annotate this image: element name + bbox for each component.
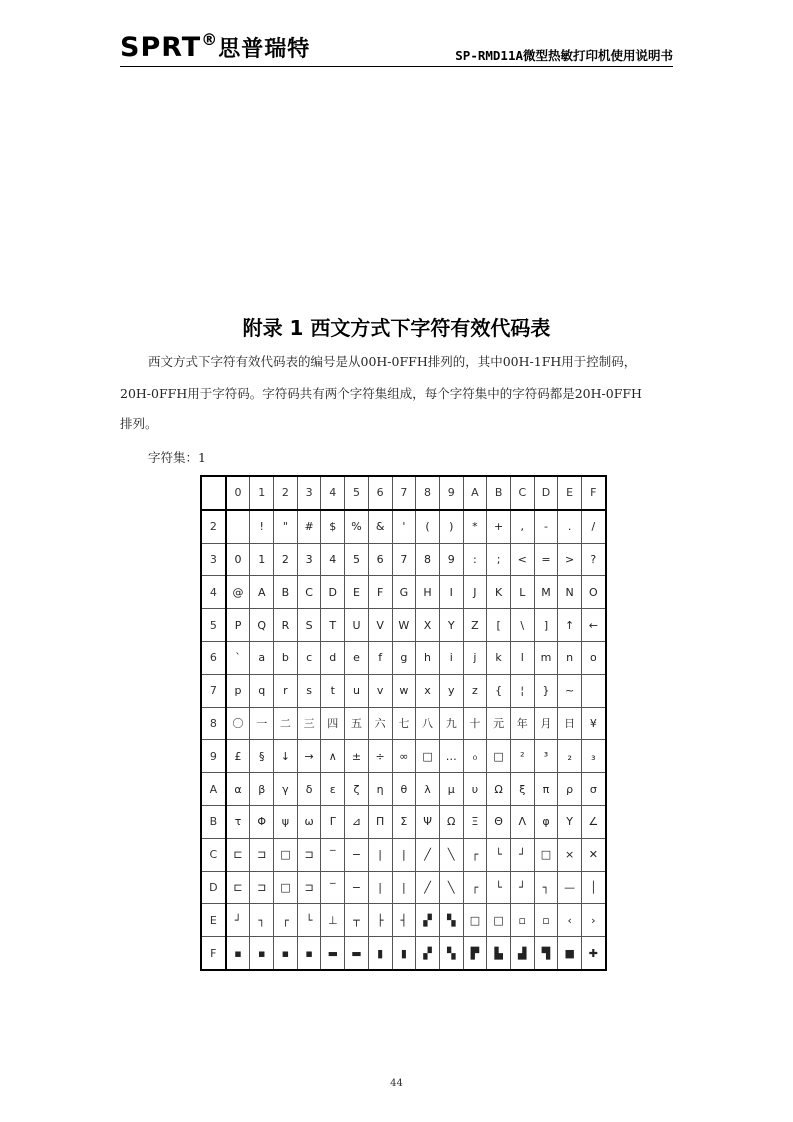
code-cell: γ (274, 773, 298, 806)
code-cell: ╲ (439, 838, 463, 871)
code-cell: Φ (250, 805, 274, 838)
table-header-row (201, 476, 606, 510)
code-cell: 8 (416, 543, 440, 576)
code-cell: [ (487, 609, 511, 642)
code-cell: ✚ (582, 937, 606, 970)
row-header: E (201, 904, 226, 937)
code-cell: ↑ (558, 609, 582, 642)
code-cell: ╱ (416, 871, 440, 904)
code-cell: ▚ (439, 937, 463, 970)
code-cell: u (345, 674, 369, 707)
table-row (201, 510, 606, 543)
code-cell: ∠ (582, 805, 606, 838)
code-cell: ₂ (558, 740, 582, 773)
character-code-table (200, 475, 607, 971)
column-header: 3 (297, 476, 321, 510)
code-cell: " (274, 510, 298, 543)
code-cell: Q (250, 609, 274, 642)
code-cell: 3 (297, 543, 321, 576)
code-cell: — (558, 871, 582, 904)
code-cell: q (250, 674, 274, 707)
code-cell: ⊥ (321, 904, 345, 937)
code-cell: | (392, 838, 416, 871)
code-cell: L (510, 576, 534, 609)
code-cell: o (582, 641, 606, 674)
column-header: D (534, 476, 558, 510)
code-cell: □ (534, 838, 558, 871)
code-cell: @ (226, 576, 250, 609)
code-cell: ~ (558, 674, 582, 707)
code-cell (582, 674, 606, 707)
row-header: D (201, 871, 226, 904)
table-row (201, 609, 606, 642)
column-header: F (582, 476, 606, 510)
code-cell: σ (582, 773, 606, 806)
code-cell: ┘ (510, 871, 534, 904)
code-cell: … (439, 740, 463, 773)
code-cell: > (558, 543, 582, 576)
code-cell: ³ (534, 740, 558, 773)
code-cell: ⊏ (226, 871, 250, 904)
code-cell: ↓ (274, 740, 298, 773)
table-row (201, 576, 606, 609)
code-cell: □ (274, 871, 298, 904)
code-cell: 年 (510, 707, 534, 740)
code-cell: 三 (297, 707, 321, 740)
code-cell: μ (439, 773, 463, 806)
code-cell: B (274, 576, 298, 609)
table-row (201, 838, 606, 871)
code-cell: P (226, 609, 250, 642)
code-cell: ] (534, 609, 558, 642)
code-cell: ▮ (368, 937, 392, 970)
code-cell: 2 (274, 543, 298, 576)
column-header: A (463, 476, 487, 510)
code-cell: ψ (274, 805, 298, 838)
code-cell: S (297, 609, 321, 642)
code-cell: ▬ (345, 937, 369, 970)
code-cell: $ (321, 510, 345, 543)
code-cell: □ (274, 838, 298, 871)
code-cell: E (345, 576, 369, 609)
table-row (201, 707, 606, 740)
code-cell: ε (321, 773, 345, 806)
code-cell: ▞ (416, 904, 440, 937)
code-cell: : (463, 543, 487, 576)
code-cell: │ (582, 871, 606, 904)
code-cell: ▪ (250, 937, 274, 970)
code-cell: − (345, 871, 369, 904)
code-cell: ∧ (321, 740, 345, 773)
code-cell: ╱ (416, 838, 440, 871)
code-cell: h (416, 641, 440, 674)
code-cell: ← (582, 609, 606, 642)
code-cell: | (392, 871, 416, 904)
code-cell: ├ (368, 904, 392, 937)
code-cell: Ξ (463, 805, 487, 838)
code-cell: G (392, 576, 416, 609)
code-cell: 0 (226, 543, 250, 576)
code-cell: T (321, 609, 345, 642)
code-cell: 月 (534, 707, 558, 740)
code-cell: □ (487, 740, 511, 773)
brand-chinese: 思普瑞特 (218, 37, 311, 62)
code-cell: ┌ (463, 871, 487, 904)
code-cell: 五 (345, 707, 369, 740)
code-cell: ▞ (416, 937, 440, 970)
code-cell: ┘ (226, 904, 250, 937)
code-cell: j (463, 641, 487, 674)
code-cell: υ (463, 773, 487, 806)
code-cell: ┤ (392, 904, 416, 937)
code-cell: £ (226, 740, 250, 773)
code-cell: 9 (439, 543, 463, 576)
code-cell: └ (487, 838, 511, 871)
brand-latin: SPRT (120, 32, 202, 63)
table-row (201, 805, 606, 838)
code-cell: β (250, 773, 274, 806)
code-cell: ¦ (510, 674, 534, 707)
code-cell: ✕ (582, 838, 606, 871)
code-cell: l (510, 641, 534, 674)
code-cell: ╲ (439, 871, 463, 904)
row-header: F (201, 937, 226, 970)
code-cell: § (250, 740, 274, 773)
code-cell: 元 (487, 707, 511, 740)
code-cell: R (274, 609, 298, 642)
code-cell: ‾ (321, 838, 345, 871)
code-cell: ⊐ (297, 871, 321, 904)
code-cell: ▙ (487, 937, 511, 970)
code-cell: Θ (487, 805, 511, 838)
code-cell: θ (392, 773, 416, 806)
code-cell: ₃ (582, 740, 606, 773)
column-header: B (487, 476, 511, 510)
code-cell: % (345, 510, 369, 543)
code-cell: 5 (345, 543, 369, 576)
code-cell: + (487, 510, 511, 543)
code-cell: └ (487, 871, 511, 904)
code-cell: . (558, 510, 582, 543)
code-cell: ` (226, 641, 250, 674)
code-cell: 6 (368, 543, 392, 576)
appendix-title: 附录 1 西文方式下字符有效代码表 (242, 316, 551, 340)
code-cell: 八 (416, 707, 440, 740)
code-cell: ▟ (510, 937, 534, 970)
code-cell: | (368, 838, 392, 871)
code-cell: ! (250, 510, 274, 543)
page-number: 44 (390, 1078, 403, 1089)
code-cell: λ (416, 773, 440, 806)
code-cell: ▪ (297, 937, 321, 970)
code-cell: ⊐ (250, 871, 274, 904)
table-row (201, 641, 606, 674)
code-cell: ▚ (439, 904, 463, 937)
row-header: 7 (201, 674, 226, 707)
column-header: C (510, 476, 534, 510)
code-cell: η (368, 773, 392, 806)
column-header: 4 (321, 476, 345, 510)
code-cell: D (321, 576, 345, 609)
code-cell: < (510, 543, 534, 576)
code-cell: − (345, 838, 369, 871)
code-cell: ¥ (582, 707, 606, 740)
registered-mark: ® (201, 30, 219, 49)
code-cell: g (392, 641, 416, 674)
code-cell: w (392, 674, 416, 707)
code-cell: φ (534, 805, 558, 838)
code-cell: O (582, 576, 606, 609)
code-cell: ζ (345, 773, 369, 806)
row-header: 3 (201, 543, 226, 576)
code-cell: ρ (558, 773, 582, 806)
code-cell: ▛ (463, 937, 487, 970)
code-cell: 1 (250, 543, 274, 576)
code-cell: # (297, 510, 321, 543)
code-cell: J (463, 576, 487, 609)
code-cell: W (392, 609, 416, 642)
column-header: 1 (250, 476, 274, 510)
column-header: 6 (368, 476, 392, 510)
code-cell: 九 (439, 707, 463, 740)
code-cell: y (439, 674, 463, 707)
brand-logo (120, 32, 310, 63)
code-cell: I (439, 576, 463, 609)
code-cell: Y (439, 609, 463, 642)
code-cell: □ (463, 904, 487, 937)
code-cell: ; (487, 543, 511, 576)
code-cell: X (416, 609, 440, 642)
code-cell: ■ (558, 937, 582, 970)
code-cell: a (250, 641, 274, 674)
table-row (201, 674, 606, 707)
code-cell: ₀ (463, 740, 487, 773)
code-cell: } (534, 674, 558, 707)
code-cell: ┌ (463, 838, 487, 871)
code-cell: ) (439, 510, 463, 543)
code-cell: ± (345, 740, 369, 773)
code-cell: Π (368, 805, 392, 838)
code-cell: ω (297, 805, 321, 838)
code-cell: ⊿ (345, 805, 369, 838)
row-header: 6 (201, 641, 226, 674)
code-cell: = (534, 543, 558, 576)
code-cell: C (297, 576, 321, 609)
column-header: E (558, 476, 582, 510)
code-cell: i (439, 641, 463, 674)
code-cell: 日 (558, 707, 582, 740)
code-cell: | (368, 871, 392, 904)
column-header: 7 (392, 476, 416, 510)
code-cell: 四 (321, 707, 345, 740)
charset-label: 字符集：1 (148, 450, 206, 465)
code-cell: 六 (368, 707, 392, 740)
code-cell: b (274, 641, 298, 674)
code-cell: x (416, 674, 440, 707)
code-cell: ⊐ (297, 838, 321, 871)
table-row (201, 543, 606, 576)
code-cell: s (297, 674, 321, 707)
code-cell: ÷ (368, 740, 392, 773)
code-cell: 七 (392, 707, 416, 740)
code-cell: Γ (321, 805, 345, 838)
code-cell: N (558, 576, 582, 609)
code-cell: 〇 (226, 707, 250, 740)
row-header: A (201, 773, 226, 806)
code-cell: ▫ (534, 904, 558, 937)
code-cell: 7 (392, 543, 416, 576)
row-header: 9 (201, 740, 226, 773)
code-cell: V (368, 609, 392, 642)
code-cell: └ (297, 904, 321, 937)
code-cell: t (321, 674, 345, 707)
row-header: C (201, 838, 226, 871)
code-cell: 4 (321, 543, 345, 576)
document-title: SP-RMD11A微型热敏打印机使用说明书 (455, 48, 673, 63)
code-cell: k (487, 641, 511, 674)
row-header: B (201, 805, 226, 838)
code-cell: □ (416, 740, 440, 773)
code-cell: Ω (487, 773, 511, 806)
code-cell: m (534, 641, 558, 674)
column-header: 8 (416, 476, 440, 510)
code-cell: □ (487, 904, 511, 937)
code-cell: ' (392, 510, 416, 543)
code-cell: ┬ (345, 904, 369, 937)
code-cell: d (321, 641, 345, 674)
table-row (201, 740, 606, 773)
code-cell: Υ (558, 805, 582, 838)
column-header: 2 (274, 476, 298, 510)
code-cell: A (250, 576, 274, 609)
code-cell: K (487, 576, 511, 609)
row-header: 5 (201, 609, 226, 642)
code-cell: ? (582, 543, 606, 576)
code-cell: 十 (463, 707, 487, 740)
code-cell: 二 (274, 707, 298, 740)
code-cell: ▪ (274, 937, 298, 970)
table-row (201, 871, 606, 904)
code-cell: Λ (510, 805, 534, 838)
code-cell: τ (226, 805, 250, 838)
code-cell: ⊐ (250, 838, 274, 871)
code-cell: › (582, 904, 606, 937)
paragraph-line-3: 排列。 (120, 416, 158, 431)
code-cell: Ω (439, 805, 463, 838)
code-cell: ² (510, 740, 534, 773)
code-cell: \ (510, 609, 534, 642)
code-cell: , (510, 510, 534, 543)
code-cell: * (463, 510, 487, 543)
code-cell: { (487, 674, 511, 707)
code-cell: n (558, 641, 582, 674)
code-cell: δ (297, 773, 321, 806)
code-cell: ▫ (510, 904, 534, 937)
code-cell: 一 (250, 707, 274, 740)
column-header: 5 (345, 476, 369, 510)
code-cell: U (345, 609, 369, 642)
code-cell: ξ (510, 773, 534, 806)
paragraph-line-2: 20H-0FFH用于字符码。字符码共有两个字符集组成，每个字符集中的字符码都是20H-0FFH (120, 386, 642, 401)
column-header: 0 (226, 476, 250, 510)
code-cell: Z (463, 609, 487, 642)
code-cell: H (416, 576, 440, 609)
code-cell: F (368, 576, 392, 609)
code-cell: - (534, 510, 558, 543)
table-row (201, 904, 606, 937)
code-cell: ⊏ (226, 838, 250, 871)
table-row (201, 773, 606, 806)
row-header: 2 (201, 510, 226, 543)
code-cell: ▜ (534, 937, 558, 970)
code-cell: ┘ (510, 838, 534, 871)
code-cell: ‹ (558, 904, 582, 937)
column-header: 9 (439, 476, 463, 510)
code-cell: p (226, 674, 250, 707)
row-header: 4 (201, 576, 226, 609)
row-header: 8 (201, 707, 226, 740)
table-row (201, 937, 606, 970)
code-cell: ( (416, 510, 440, 543)
page-header (120, 30, 673, 70)
code-cell: M (534, 576, 558, 609)
code-cell: z (463, 674, 487, 707)
code-cell: α (226, 773, 250, 806)
code-cell: π (534, 773, 558, 806)
code-cell: r (274, 674, 298, 707)
code-cell: v (368, 674, 392, 707)
code-cell: ┐ (534, 871, 558, 904)
table-corner-cell (201, 476, 226, 510)
code-cell: ┐ (250, 904, 274, 937)
code-cell: ‾ (321, 871, 345, 904)
code-cell: ┌ (274, 904, 298, 937)
code-cell: & (368, 510, 392, 543)
code-cell (226, 510, 250, 543)
code-cell: Σ (392, 805, 416, 838)
code-cell: Ψ (416, 805, 440, 838)
code-cell: ▪ (226, 937, 250, 970)
code-cell: ▮ (392, 937, 416, 970)
header-rule (120, 66, 673, 67)
code-cell: f (368, 641, 392, 674)
code-cell: → (297, 740, 321, 773)
code-cell: ∞ (392, 740, 416, 773)
code-cell: c (297, 641, 321, 674)
code-cell: / (582, 510, 606, 543)
paragraph-line-1: 西文方式下字符有效代码表的编号是从00H-0FFH排列的，其中00H-1FH用于控制码， (148, 354, 637, 369)
code-cell: × (558, 838, 582, 871)
code-cell: e (345, 641, 369, 674)
code-cell: ▬ (321, 937, 345, 970)
